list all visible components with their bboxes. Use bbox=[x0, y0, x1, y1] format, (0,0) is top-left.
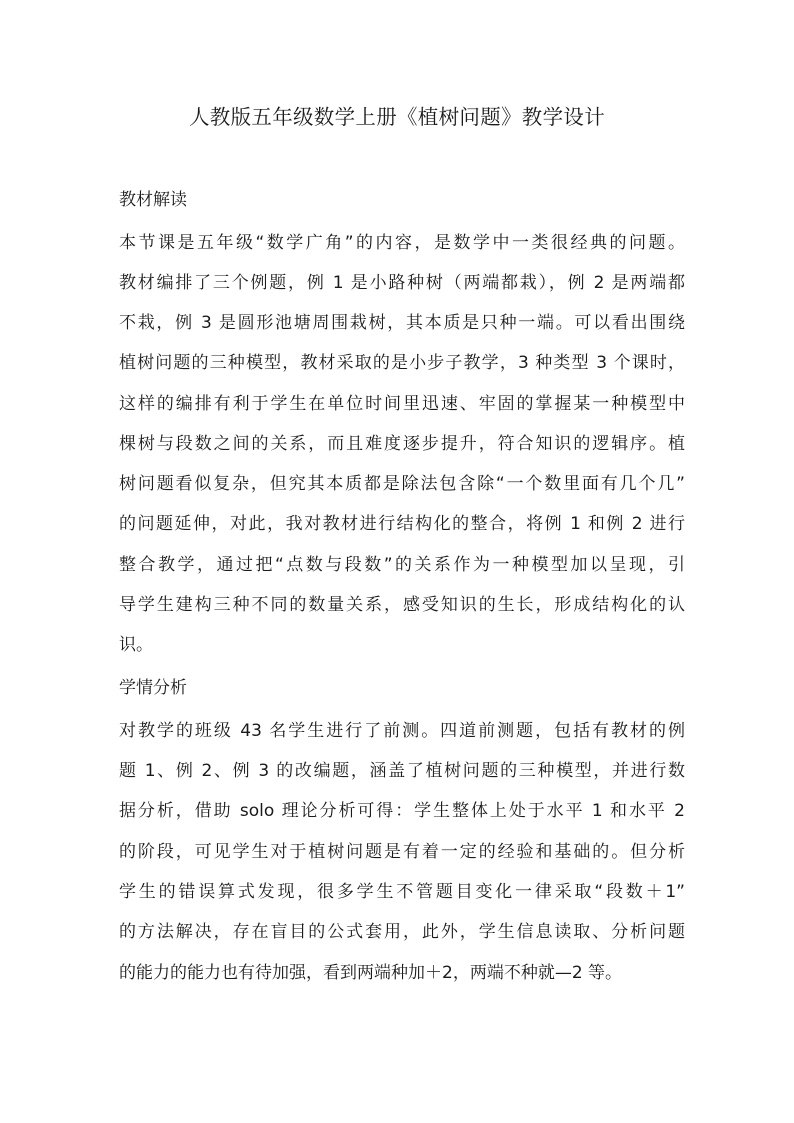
paragraph-line: 的方法解决，存在盲目的公式套用，此外，学生信息读取、分析问题 bbox=[119, 922, 685, 942]
paragraph-line: 树问题看似复杂，但究其本质都是除法包含除“一个数里面有几个几” bbox=[119, 474, 685, 494]
paragraph-line: 学生的错误算式发现，很多学生不管题目变化一律采取“段数＋1” bbox=[119, 882, 685, 902]
paragraph-line: 的阶段，可见学生对于植树问题是有着一定的经验和基础的。但分析 bbox=[119, 842, 685, 862]
paragraph-line: 这样的编排有利于学生在单位时间里迅速、牢固的掌握某一种模型中 bbox=[119, 394, 685, 414]
paragraph-line: 的问题延伸，对此，我对教材进行结构化的整合，将例 1 和例 2 进行 bbox=[119, 514, 685, 534]
paragraph-line: 植树问题的三种模型，教材采取的是小步子教学，3 种类型 3 个课时， bbox=[119, 353, 685, 373]
paragraph-line: 对教学的班级 43 名学生进行了前测。四道前测题，包括有教材的例 bbox=[119, 721, 685, 741]
paragraph-line: 识。 bbox=[119, 635, 153, 655]
paragraph-line: 导学生建构三种不同的数量关系，感受知识的生长，形成结构化的认 bbox=[119, 595, 685, 615]
paragraph-line: 的能力的能力也有待加强，看到两端种加＋2，两端不种就—2 等。 bbox=[119, 963, 623, 983]
paragraph-line: 整合教学，通过把“点数与段数”的关系作为一种模型加以呈现，引 bbox=[119, 555, 685, 575]
paragraph-line: 据分析，借助 solo 理论分析可得：学生整体上处于水平 1 和水平 2 bbox=[119, 801, 685, 821]
paragraph-line: 题 1、例 2、例 3 的改编题，涵盖了植树问题的三种模型，并进行数 bbox=[119, 761, 685, 781]
paragraph-line: 棵树与段数之间的关系，而且难度逐步提升，符合知识的逻辑序。植 bbox=[119, 434, 685, 454]
document-title: 人教版五年级数学上册《植树问题》教学设计 bbox=[189, 105, 605, 129]
paragraph-line: 本节课是五年级“数学广角”的内容，是数学中一类很经典的问题。 bbox=[119, 233, 685, 253]
section-heading-student-analysis: 学情分析 bbox=[119, 678, 187, 698]
paragraph-line: 不栽，例 3 是圆形池塘周围栽树，其本质是只种一端。可以看出围绕 bbox=[119, 313, 685, 333]
paragraph-line: 教材编排了三个例题，例 1 是小路种树（两端都栽），例 2 是两端都 bbox=[119, 273, 685, 293]
section-heading-textbook: 教材解读 bbox=[119, 190, 187, 210]
